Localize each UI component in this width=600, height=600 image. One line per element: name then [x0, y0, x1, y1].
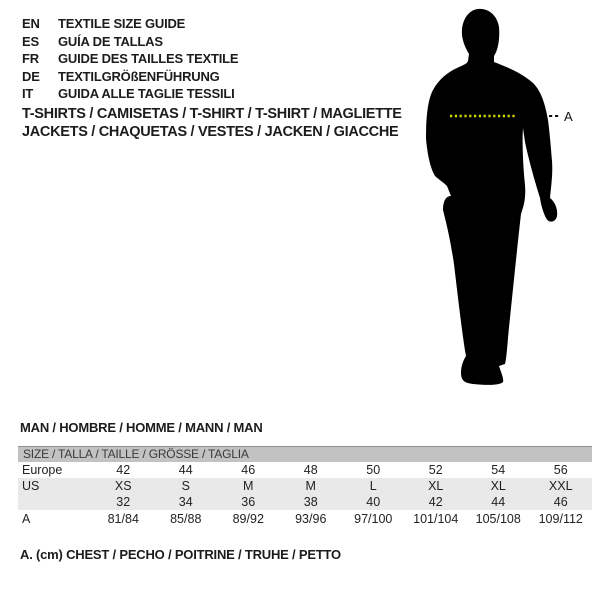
- table-cell: 56: [553, 463, 568, 477]
- table-cell: XL: [428, 479, 444, 493]
- table-cell: 101/104: [413, 512, 459, 526]
- table-cell: XXL: [548, 479, 573, 493]
- table-cell: 89/92: [232, 512, 264, 526]
- table-cell: 42: [116, 463, 131, 477]
- language-list: [22, 15, 238, 103]
- table-row-us-numeric: [18, 494, 592, 510]
- garment-categories: [22, 105, 402, 141]
- table-cell: L: [369, 479, 377, 493]
- table-cell: 32: [116, 495, 131, 509]
- category-jackets: JACKETS / CHAQUETAS / VESTES / JACKEN / GIACCHE: [22, 124, 399, 140]
- table-cell: 97/100: [354, 512, 393, 526]
- table-cell: 93/96: [295, 512, 327, 526]
- table-cell: 52: [428, 463, 443, 477]
- lang-row-it: [22, 85, 238, 103]
- lang-title: GUÍA DE TALLAS: [58, 33, 163, 49]
- table-cell: 50: [366, 463, 381, 477]
- table-cell: 44: [178, 463, 193, 477]
- lang-title: TEXTILGRÖßENFÜHRUNG: [58, 68, 220, 84]
- table-row-us: [18, 478, 592, 494]
- table-cell: M: [305, 479, 316, 493]
- category-tshirts: T-SHIRTS / CAMISETAS / T-SHIRT / T-SHIRT / MAGLIETTE: [22, 106, 402, 122]
- lang-row-en: [22, 15, 238, 33]
- lang-title: GUIDE DES TAILLES TEXTILE: [58, 51, 239, 67]
- table-cell: S: [181, 479, 190, 493]
- table-row-europe: [18, 462, 592, 478]
- table-cell: 54: [491, 463, 506, 477]
- lang-row-de: [22, 68, 238, 86]
- table-cell: XS: [114, 479, 132, 493]
- lang-code: FR: [22, 51, 39, 67]
- lang-title: TEXTILE SIZE GUIDE: [58, 16, 186, 32]
- table-row-chest-a: [18, 510, 592, 528]
- measurement-footnote: A. (cm) CHEST / PECHO / POITRINE / TRUHE / PETTO: [20, 547, 341, 562]
- table-cell: 38: [303, 495, 318, 509]
- size-table-header: SIZE / TALLA / TAILLE / GRÖSSE / TAGLIA: [18, 446, 592, 462]
- table-cell: XL: [490, 479, 506, 493]
- lang-code: ES: [22, 33, 39, 49]
- table-cell: 42: [428, 495, 443, 509]
- table-cell: 46: [241, 463, 256, 477]
- lang-code: EN: [22, 16, 40, 32]
- table-cell: M: [243, 479, 254, 493]
- lang-title: GUIDA ALLE TAGLIE TESSILI: [58, 86, 235, 102]
- lang-row-fr: [22, 50, 238, 68]
- row-label: Europe: [22, 463, 63, 477]
- table-cell: 36: [241, 495, 256, 509]
- measurement-label-a: A: [564, 109, 573, 124]
- row-label: US: [22, 479, 40, 493]
- table-cell: 40: [366, 495, 381, 509]
- lang-code: DE: [22, 68, 40, 84]
- measurement-figure: [400, 0, 600, 400]
- table-cell: 48: [303, 463, 318, 477]
- row-label: A: [22, 512, 31, 526]
- table-cell: 34: [178, 495, 193, 509]
- size-table: [18, 446, 592, 528]
- table-cell: 46: [553, 495, 568, 509]
- lang-code: IT: [22, 86, 34, 102]
- section-title-man: MAN / HOMBRE / HOMME / MANN / MAN: [20, 420, 263, 435]
- table-cell: 109/112: [538, 512, 583, 526]
- table-cell: 105/108: [475, 512, 521, 526]
- row-label: [18, 494, 92, 510]
- table-cell: 81/84: [107, 512, 139, 526]
- table-cell: 44: [491, 495, 506, 509]
- lang-row-es: [22, 33, 238, 51]
- table-cell: 85/88: [170, 512, 202, 526]
- man-silhouette: [426, 9, 557, 385]
